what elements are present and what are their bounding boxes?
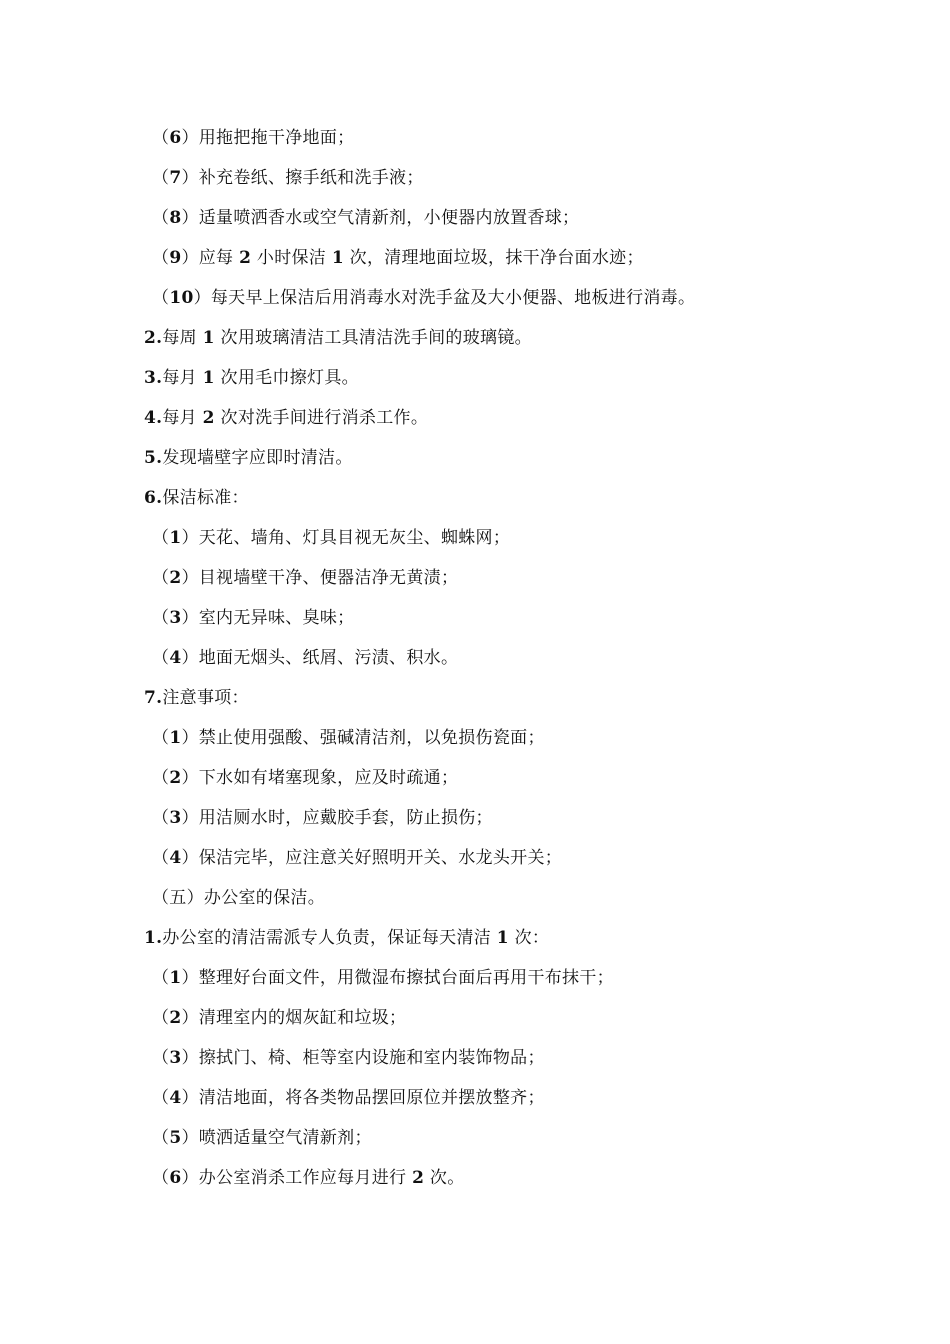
section-item: 1.办公室的清洁需派专人负责，保证每天清洁 1 次：: [144, 928, 550, 948]
list-item: （2）清理室内的烟灰缸和垃圾；: [152, 1008, 407, 1028]
list-item: （1）禁止使用强酸、强碱清洁剂，以免损伤瓷面；: [152, 728, 545, 748]
list-item: （4）保洁完毕，应注意关好照明开关、水龙头开关；: [152, 848, 563, 868]
section-item: 5.发现墙壁字应即时清洁。: [144, 448, 353, 468]
list-item: （10）每天早上保洁后用消毒水对洗手盆及大小便器、地板进行消毒。: [152, 288, 696, 308]
list-item: （3）室内无异味、臭味；: [152, 608, 355, 628]
section-item: 4.每月 2 次对洗手间进行消杀工作。: [144, 408, 429, 428]
list-item: （6）用拖把拖干净地面；: [152, 128, 355, 148]
list-item: （4）地面无烟头、纸屑、污渍、积水。: [152, 648, 459, 668]
chapter-heading: （五）办公室的保洁。: [152, 888, 325, 908]
list-item: （5）喷洒适量空气清新剂；: [152, 1128, 372, 1148]
list-item: （3）擦拭门、椅、柜等室内设施和室内装饰物品；: [152, 1048, 545, 1068]
list-item: （2）下水如有堵塞现象，应及时疏通；: [152, 768, 459, 788]
list-item: （1）整理好台面文件，用微湿布擦拭台面后再用干布抹干；: [152, 968, 614, 988]
list-item: （9）应每 2 小时保洁 1 次，清理地面垃圾，抹干净台面水迹；: [152, 248, 644, 268]
list-item: （2）目视墙壁干净、便器洁净无黄渍；: [152, 568, 459, 588]
list-item: （8）适量喷洒香水或空气清新剂，小便器内放置香球；: [152, 208, 580, 228]
section-heading: 6.保洁标准：: [144, 488, 249, 508]
list-item: （3）用洁厕水时，应戴胶手套，防止损伤；: [152, 808, 493, 828]
list-item: （4）清洁地面，将各类物品摆回原位并摆放整齐；: [152, 1088, 545, 1108]
list-item: （1）天花、墙角、灯具目视无灰尘、蜘蛛网；: [152, 528, 511, 548]
section-item: 2.每周 1 次用玻璃清洁工具清洁洗手间的玻璃镜。: [144, 328, 532, 348]
list-item: （6）办公室消杀工作应每月进行 2 次。: [152, 1168, 465, 1188]
section-item: 3.每月 1 次用毛巾擦灯具。: [144, 368, 359, 388]
section-heading: 7.注意事项：: [144, 688, 249, 708]
list-item: （7）补充卷纸、擦手纸和洗手液；: [152, 168, 424, 188]
